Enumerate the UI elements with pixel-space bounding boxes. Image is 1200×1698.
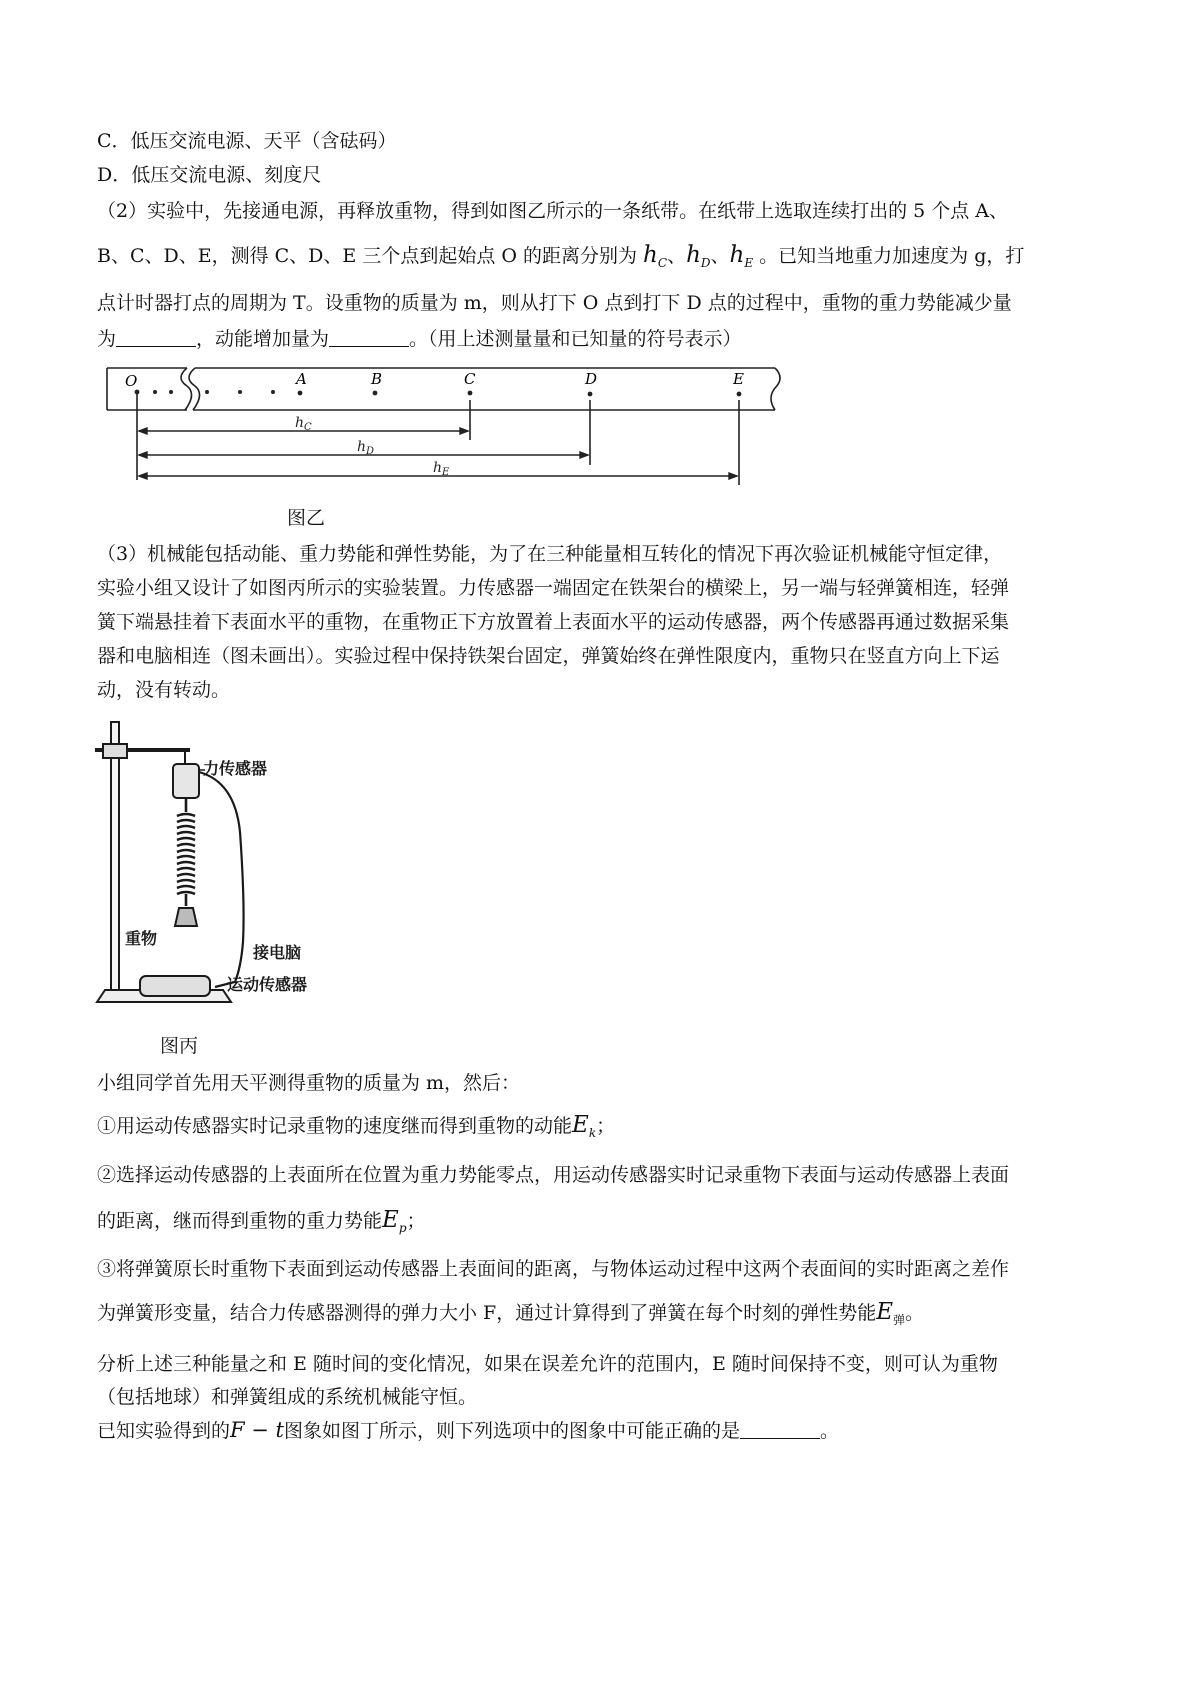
step-2-line2 (97, 1208, 426, 1240)
symbol-f-t: F − t (230, 1418, 284, 1442)
label-force-sensor: 力传感器 (203, 759, 268, 778)
tape-label-e: E (733, 370, 744, 388)
symbol-h: h (729, 242, 745, 268)
tape-label-b: B (371, 370, 383, 388)
part3-line2: 实验小组又设计了如图丙所示的实验装置。力传感器一端固定在铁架台的横梁上，另一端与轻弹簧相连，轻弹 (97, 577, 1010, 599)
question-line (97, 1418, 839, 1443)
symbol-ek-sub: k (588, 1126, 597, 1140)
part2-line4-b: ，动能增加量为 (196, 328, 330, 350)
dim-label-hc: $h_C$ (295, 415, 312, 433)
step-2-line1: ②选择运动传感器的上表面所在位置为重力势能零点，用运动传感器实时记录重物下表面与运动传感器上表面 (97, 1164, 1010, 1186)
part2-line2-text-b: 。已知当地重力加速度为 g，打 (753, 245, 1025, 267)
part2-line4-a: 为 (97, 328, 117, 350)
steps-intro: 小组同学首先用天平测得重物的质量为 m，然后： (97, 1072, 521, 1094)
step-3-text: 为弹簧形变量，结合力传感器测得的弹力大小 F，通过计算得到了弹簧在每个时刻的弹性势能 (97, 1302, 877, 1324)
separator: 、 (710, 245, 730, 267)
part2-line3: 点计时器打点的周期为 T。设重物的质量为 m，则从打下 O 点到打下 D 点的过程中，重物的重力势能减少量 (97, 292, 1012, 314)
part3-line4: 器和电脑相连（图未画出）。实验过程中保持铁架台固定，弹簧始终在弹性限度内，重物只在竖直方向上下运 (97, 645, 1000, 667)
part2-line4-c: 。（用上述测量量和已知量的符号表示） (409, 328, 742, 350)
step-3-line1: ③将弹簧原长时重物下表面到运动传感器上表面间的距离，与物体运动过程中这两个表面间的实时距离之差作 (97, 1258, 1010, 1280)
tape-label-a: A (296, 370, 307, 388)
step-1-end: ； (596, 1115, 616, 1137)
symbol-sub: C (657, 256, 668, 270)
tape-label-d: D (585, 370, 598, 388)
option-c: C．低压交流电源、天平（含砝码） (97, 130, 397, 152)
symbol-ep-sub: p (398, 1221, 407, 1235)
part3-line3: 簧下端悬挂着下表面水平的重物，在重物正下方放置着上表面水平的运动传感器，两个传感器再通过数据采集 (97, 611, 1010, 633)
figure-yi-tape-diagram (95, 360, 855, 530)
symbol-ek: E (572, 1112, 589, 1138)
step-1-text: ①用运动传感器实时记录重物的速度继而得到重物的动能 (97, 1115, 573, 1137)
tape-label-o: O (125, 372, 138, 390)
part3-line5: 动，没有转动。 (97, 679, 231, 701)
question-text-b: 图象如图丁所示，则下列选项中的图象中可能正确的是 (283, 1420, 740, 1442)
part2-line2 (97, 243, 1024, 275)
figure-bing-apparatus (85, 712, 345, 1022)
dim-label-hd: $h_D$ (357, 439, 375, 457)
symbol-sub: D (700, 256, 711, 270)
part2-line4 (97, 327, 742, 351)
symbol-h: h (686, 242, 701, 268)
answer-blank (740, 1422, 820, 1439)
symbol-ep: E (382, 1207, 399, 1233)
symbol-h: h (643, 242, 658, 268)
symbol-sub: E (744, 256, 754, 270)
dim-label-he: $h_E$ (433, 460, 450, 478)
option-d: D．低压交流电源、刻度尺 (97, 164, 322, 186)
step-3-end: 。 (905, 1302, 925, 1324)
analysis-line2: （包括地球）和弹簧组成的系统机械能守恒。 (97, 1386, 478, 1408)
step-2-end: ； (406, 1210, 426, 1232)
figure-yi-caption: 图乙 (287, 507, 326, 529)
figure-bing-caption: 图丙 (160, 1035, 199, 1057)
separator: 、 (667, 245, 687, 267)
analysis-line1: 分析上述三种能量之和 E 随时间的变化情况，如果在误差允许的范围内，E 随时间保持不变，则可认为重物 (97, 1353, 998, 1375)
question-text-c: 。 (820, 1420, 840, 1442)
answer-blank (116, 330, 196, 347)
label-weight: 重物 (125, 929, 158, 948)
question-text-a: 已知实验得到的 (97, 1420, 231, 1442)
label-motion-sensor: 运动传感器 (227, 975, 308, 994)
label-to-computer: 接电脑 (253, 943, 302, 962)
step-3-line2 (97, 1300, 924, 1332)
part2-line2-text-a: B、C、D、E，测得 C、D、E 三个点到起始点 O 的距离分别为 (97, 245, 644, 267)
answer-blank (329, 330, 409, 347)
step-2-text: 的距离，继而得到重物的重力势能 (97, 1210, 383, 1232)
symbol-e-elastic: E (876, 1299, 894, 1325)
tape-label-c: C (464, 370, 476, 388)
step-1 (97, 1113, 615, 1145)
part2-line1: （2）实验中，先接通电源，再释放重物，得到如图乙所示的一条纸带。在纸带上选取连续打出的 5 个点 A、 (97, 200, 1009, 222)
symbol-e-elastic-sub: 弹 (893, 1313, 906, 1327)
part3-line1: （3）机械能包括动能、重力势能和弹性势能，为了在三种能量相互转化的情况下再次验证机械能守恒定律， (97, 543, 1003, 565)
